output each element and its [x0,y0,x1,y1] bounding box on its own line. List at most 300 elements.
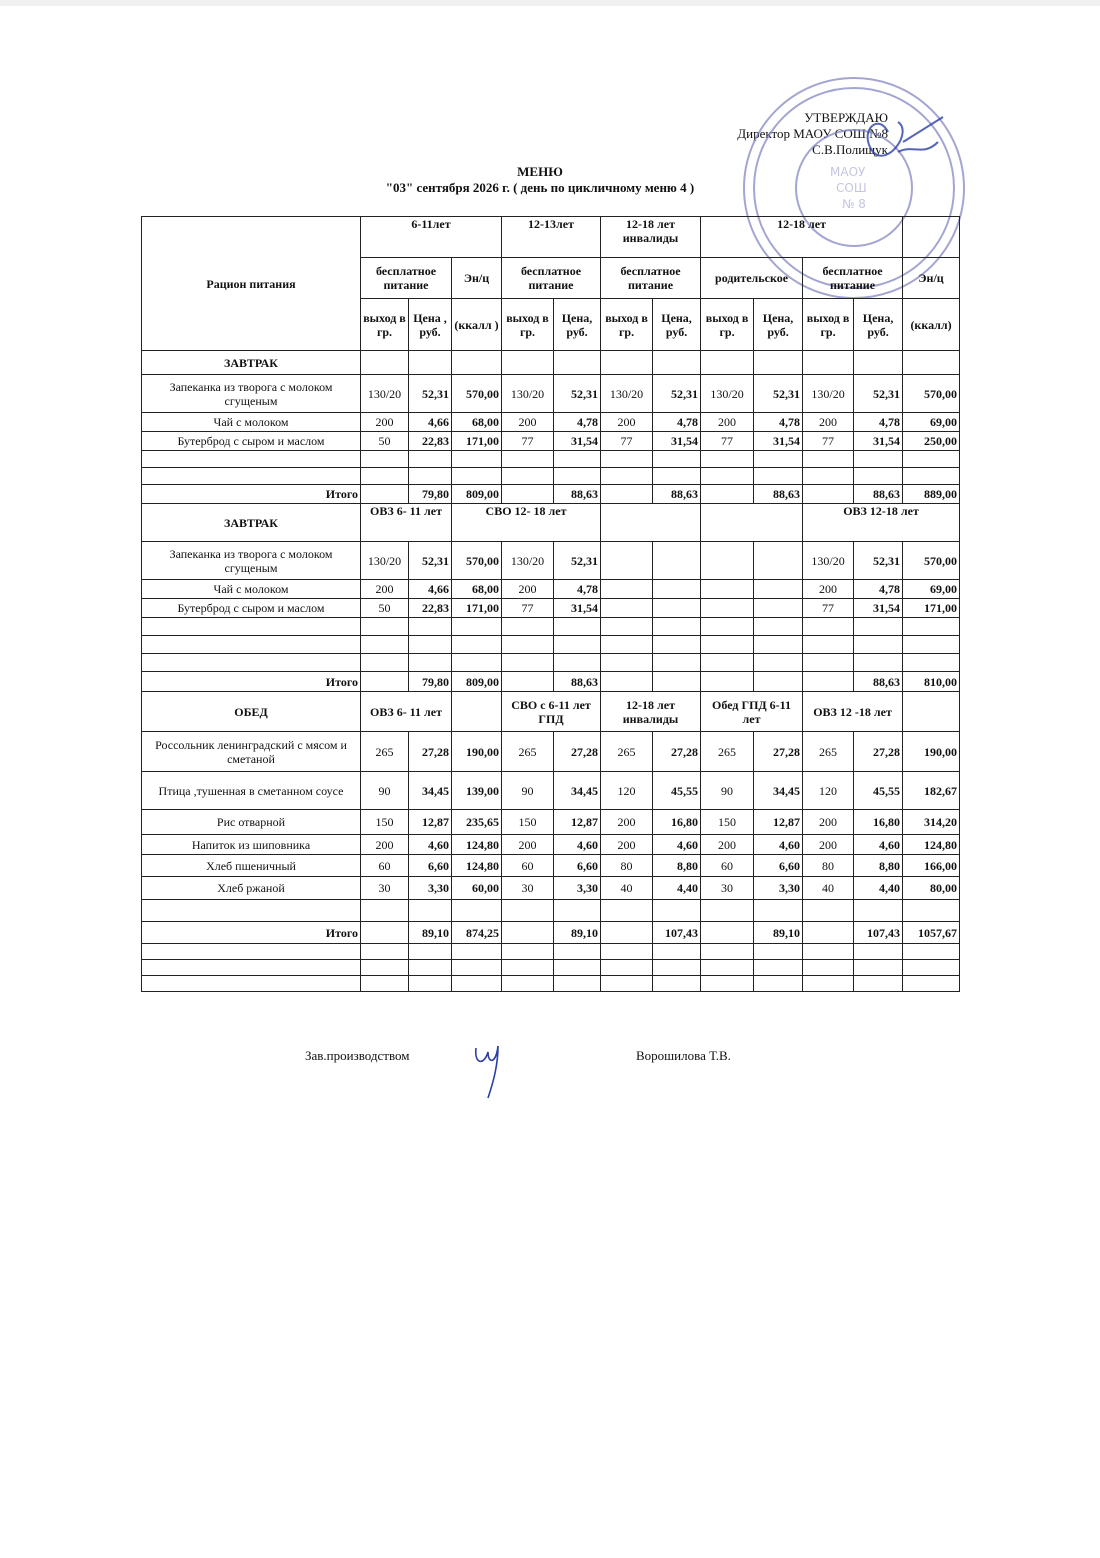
value-cell: 4,78 [554,580,601,599]
empty-cell [701,636,754,654]
empty-cell [452,944,502,960]
value-cell: 90 [701,772,754,810]
column-header: Цена, руб. [854,299,903,351]
table-row [142,732,960,772]
empty-cell [452,654,502,672]
total-cell [502,922,554,944]
section-title: ЗАВТРАК [142,351,361,375]
value-cell: 34,45 [409,772,452,810]
empty-cell [854,654,903,672]
total-cell [361,485,409,504]
empty-cell [502,900,554,922]
value-cell: 200 [803,580,854,599]
total-cell [754,672,803,692]
value-cell: 4,60 [854,835,903,855]
group-6-11: 6-11лет [361,217,502,258]
value-cell: 4,78 [754,413,803,432]
empty-cell [361,960,409,976]
dish-name: Хлеб ржаной [142,877,361,900]
total-label: Итого [142,922,361,944]
value-cell: 40 [601,877,653,900]
column-header: (ккалл ) [452,299,502,351]
subheader: родительское [701,258,803,299]
empty-cell [903,636,960,654]
total-cell [803,922,854,944]
value-cell: 90 [361,772,409,810]
value-cell: 8,80 [854,855,903,877]
total-cell [803,485,854,504]
value-cell: 80,00 [903,877,960,900]
value-cell [754,599,803,618]
total-label: Итого [142,672,361,692]
total-label: Итого [142,485,361,504]
value-cell: 200 [361,413,409,432]
value-cell: 4,78 [554,413,601,432]
value-cell: 68,00 [452,580,502,599]
value-cell: 31,54 [554,599,601,618]
empty-cell [854,636,903,654]
value-cell: 265 [601,732,653,772]
empty-cell [409,654,452,672]
empty-cell [701,654,754,672]
empty-cell [701,900,754,922]
subheader: Эн/ц [903,258,960,299]
value-cell: 139,00 [452,772,502,810]
empty-cell [601,900,653,922]
column-header: Цена, руб. [554,299,601,351]
value-cell: 200 [803,413,854,432]
empty-cell [142,654,361,672]
value-cell: 200 [803,835,854,855]
subheader: бесплатное питание [601,258,701,299]
value-cell: 27,28 [554,732,601,772]
empty-cell [803,468,854,485]
value-cell: 3,30 [409,877,452,900]
empty-cell [601,960,653,976]
value-cell [601,599,653,618]
empty-cell [653,944,701,960]
value-cell: 570,00 [903,542,960,580]
empty-cell [601,618,653,636]
group-12-18: 12-18 лет [701,217,903,258]
empty-cell [142,618,361,636]
value-cell: 200 [803,810,854,835]
value-cell: 60 [502,855,554,877]
column-header: выход в гр. [361,299,409,351]
value-cell: 68,00 [452,413,502,432]
empty-cell [554,900,601,922]
empty-cell [701,504,803,542]
empty-cell [653,468,701,485]
value-cell: 200 [502,413,554,432]
value-cell: 130/20 [502,375,554,413]
value-cell: 4,78 [653,413,701,432]
approval-title: УТВЕРЖДАЮ [804,110,888,125]
empty-cell [803,654,854,672]
section-title: ОБЕД [142,692,361,732]
empty-cell [361,351,409,375]
total-cell: 89,10 [554,922,601,944]
group-12-18-disabled: 12-18 лет инвалиды [601,217,701,258]
table-row [142,976,960,992]
empty-cell [854,976,903,992]
table-row [142,468,960,485]
total-row [142,485,960,504]
empty-cell [142,976,361,992]
value-cell: 52,31 [409,542,452,580]
value-cell: 31,54 [754,432,803,451]
section-title: ЗАВТРАК [142,504,361,542]
group-label: СВО 12- 18 лет [452,504,601,542]
empty-cell [361,468,409,485]
empty-cell [601,636,653,654]
value-cell: 200 [502,580,554,599]
empty-cell [361,654,409,672]
total-cell: 889,00 [903,485,960,504]
empty-cell [142,468,361,485]
value-cell: 171,00 [452,599,502,618]
value-cell: 150 [502,810,554,835]
value-cell [653,599,701,618]
group-label: ОВЗ 12-18 лет [803,504,960,542]
value-cell: 30 [701,877,754,900]
total-row [142,672,960,692]
empty-cell [754,654,803,672]
empty-cell [854,900,903,922]
empty-cell [361,976,409,992]
value-cell: 235,65 [452,810,502,835]
empty-cell [452,636,502,654]
approval-block [737,110,888,158]
total-cell [361,672,409,692]
table-row [142,580,960,599]
value-cell: 52,31 [554,375,601,413]
value-cell: 16,80 [653,810,701,835]
empty-cell [601,468,653,485]
value-cell: 130/20 [803,542,854,580]
empty-cell [142,636,361,654]
value-cell: 570,00 [903,375,960,413]
value-cell: 190,00 [903,732,960,772]
dish-name: Россольник ленинградский с мясом и сметаной [142,732,361,772]
empty-cell [854,618,903,636]
empty-cell [502,944,554,960]
value-cell: 124,80 [452,855,502,877]
empty-cell [854,468,903,485]
dish-name: Птица ,тушенная в сметанном соусе [142,772,361,810]
empty-cell [754,900,803,922]
table-row [142,599,960,618]
svg-text:МАОУ: МАОУ [830,165,866,179]
section-header [142,351,960,375]
value-cell: 27,28 [854,732,903,772]
dish-name: Напиток из шиповника [142,835,361,855]
column-header: выход в гр. [601,299,653,351]
empty-cell [854,960,903,976]
total-cell: 809,00 [452,672,502,692]
empty-cell [803,900,854,922]
empty-cell [854,451,903,468]
value-cell: 45,55 [854,772,903,810]
value-cell: 52,31 [409,375,452,413]
empty-cell [409,976,452,992]
value-cell: 200 [701,413,754,432]
value-cell: 12,87 [754,810,803,835]
empty-cell [701,960,754,976]
empty-cell [452,960,502,976]
value-cell: 4,66 [409,580,452,599]
value-cell: 124,80 [452,835,502,855]
value-cell: 22,83 [409,599,452,618]
value-cell: 31,54 [854,599,903,618]
value-cell: 130/20 [361,375,409,413]
empty-cell [142,900,361,922]
total-cell: 88,63 [554,485,601,504]
empty-cell [452,692,502,732]
empty-cell [554,468,601,485]
menu-heading: МЕНЮ [517,164,563,179]
total-cell [601,672,653,692]
total-cell [601,485,653,504]
empty-cell [502,654,554,672]
value-cell: 4,40 [653,877,701,900]
dish-name: Чай с молоком [142,413,361,432]
value-cell: 124,80 [903,835,960,855]
value-cell: 570,00 [452,375,502,413]
empty-cell [854,944,903,960]
empty-cell [452,468,502,485]
empty-cell [903,351,960,375]
value-cell: 77 [502,432,554,451]
total-cell: 89,10 [754,922,803,944]
total-cell: 874,25 [452,922,502,944]
empty-cell [452,451,502,468]
empty-cell [601,351,653,375]
value-cell: 190,00 [452,732,502,772]
empty-cell [409,618,452,636]
empty-cell [754,451,803,468]
empty-cell [701,944,754,960]
total-cell: 88,63 [754,485,803,504]
svg-text:СОШ: СОШ [836,181,867,195]
empty-cell [701,351,754,375]
value-cell: 3,30 [754,877,803,900]
value-cell: 12,87 [409,810,452,835]
total-cell [803,672,854,692]
empty-cell [754,636,803,654]
value-cell: 200 [601,413,653,432]
value-cell: 4,60 [409,835,452,855]
value-cell: 130/20 [361,542,409,580]
value-cell: 60,00 [452,877,502,900]
value-cell: 166,00 [903,855,960,877]
value-cell: 60 [361,855,409,877]
empty-cell [554,976,601,992]
value-cell: 77 [502,599,554,618]
value-cell: 52,31 [653,375,701,413]
value-cell: 77 [601,432,653,451]
value-cell: 200 [361,580,409,599]
table-row [142,944,960,960]
value-cell: 31,54 [653,432,701,451]
empty-cell [409,636,452,654]
table-row [142,654,960,672]
value-cell: 200 [601,835,653,855]
value-cell: 265 [502,732,554,772]
empty-cell [502,351,554,375]
value-cell: 6,60 [409,855,452,877]
empty-cell [903,654,960,672]
value-cell: 4,60 [554,835,601,855]
value-cell: 4,40 [854,877,903,900]
empty-cell [903,976,960,992]
value-cell: 120 [803,772,854,810]
subheader: Эн/ц [452,258,502,299]
empty-cell [803,636,854,654]
empty-cell [803,960,854,976]
empty-cell [903,944,960,960]
table-row [142,636,960,654]
total-cell: 1057,67 [903,922,960,944]
value-cell: 130/20 [701,375,754,413]
empty-cell [903,468,960,485]
table-row [142,432,960,451]
empty-cell [653,618,701,636]
value-cell [701,580,754,599]
value-cell: 69,00 [903,413,960,432]
total-cell [601,922,653,944]
empty-cell [653,960,701,976]
empty-cell [409,351,452,375]
group-label: ОВЗ 6- 11 лет [361,692,452,732]
value-cell: 22,83 [409,432,452,451]
value-cell: 90 [502,772,554,810]
empty-cell [361,618,409,636]
value-cell: 4,78 [854,580,903,599]
value-cell: 52,31 [854,375,903,413]
total-cell [653,672,701,692]
total-cell [502,485,554,504]
empty-cell [361,451,409,468]
dish-name: Бутерброд с сыром и маслом [142,599,361,618]
value-cell: 265 [701,732,754,772]
column-header: Цена, руб. [754,299,803,351]
empty-cell [554,451,601,468]
value-cell: 31,54 [854,432,903,451]
signature [470,1034,506,1102]
empty-cell [754,960,803,976]
value-cell: 77 [803,599,854,618]
empty-cell [754,618,803,636]
total-cell: 79,80 [409,672,452,692]
empty-cell [903,451,960,468]
total-cell [701,672,754,692]
empty-cell [854,351,903,375]
value-cell: 77 [701,432,754,451]
value-cell: 69,00 [903,580,960,599]
table-row [142,900,960,922]
empty-cell [653,900,701,922]
value-cell: 120 [601,772,653,810]
empty-cell [601,451,653,468]
empty-cell [903,618,960,636]
dish-name: Хлеб пшеничный [142,855,361,877]
empty-cell [601,654,653,672]
value-cell: 150 [361,810,409,835]
empty-cell [554,960,601,976]
group-label: СВО с 6-11 лет ГПД [502,692,601,732]
value-cell: 200 [601,810,653,835]
value-cell: 52,31 [854,542,903,580]
empty-cell [142,944,361,960]
total-cell: 809,00 [452,485,502,504]
total-cell: 88,63 [653,485,701,504]
subheader: бесплатное питание [361,258,452,299]
footer-position: Зав.производством [305,1048,410,1063]
value-cell: 12,87 [554,810,601,835]
total-cell: 88,63 [554,672,601,692]
empty-cell [502,976,554,992]
approval-signatory: С.В.Полищук [812,142,888,157]
empty-cell [803,944,854,960]
dish-name: Запеканка из творога с молоком сгущеным [142,542,361,580]
value-cell [601,542,653,580]
group-label: 12-18 лет инвалиды [601,692,701,732]
group-label: ОВЗ 6- 11 лет [361,504,452,542]
column-header: выход в гр. [803,299,854,351]
empty-cell [653,451,701,468]
value-cell: 30 [502,877,554,900]
empty-cell [803,451,854,468]
empty-cell [142,960,361,976]
value-cell [701,542,754,580]
table-row [142,835,960,855]
value-cell: 16,80 [854,810,903,835]
total-cell: 88,63 [854,485,903,504]
table-row [142,960,960,976]
value-cell [701,599,754,618]
section-header [142,692,960,732]
ration-header: Рацион питания [142,217,361,351]
section-header [142,504,960,542]
empty-cell [361,944,409,960]
value-cell: 171,00 [903,599,960,618]
column-header: (ккалл) [903,299,960,351]
value-cell: 4,60 [754,835,803,855]
empty-cell [701,976,754,992]
empty-cell [502,618,554,636]
dish-name: Бутерброд с сыром и маслом [142,432,361,451]
empty-cell [554,351,601,375]
table-row [142,413,960,432]
empty-cell [754,944,803,960]
value-cell: 150 [701,810,754,835]
empty-cell [502,636,554,654]
subheader: бесплатное питание [803,258,903,299]
total-cell: 107,43 [854,922,903,944]
empty-cell [409,451,452,468]
value-cell: 52,31 [754,375,803,413]
empty-cell [554,654,601,672]
header-empty [903,217,960,258]
value-cell: 200 [502,835,554,855]
total-cell: 107,43 [653,922,701,944]
total-row [142,922,960,944]
value-cell: 4,78 [854,413,903,432]
empty-cell [653,654,701,672]
value-cell: 34,45 [554,772,601,810]
table-row [142,877,960,900]
